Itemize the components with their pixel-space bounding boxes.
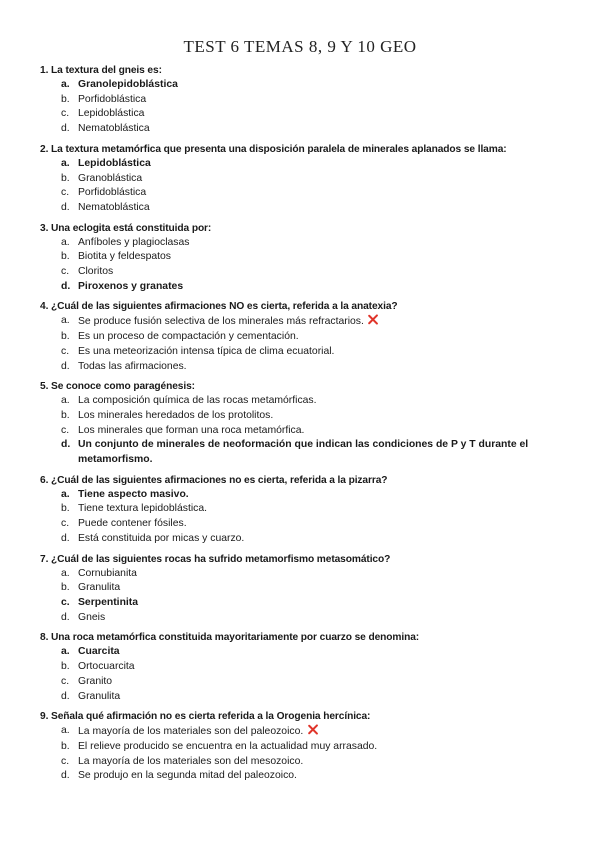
option-text-wrap xyxy=(78,265,560,280)
answer-option xyxy=(40,724,560,740)
option-text-wrap xyxy=(78,740,560,755)
answer-option xyxy=(40,660,560,675)
option-text: Los minerales heredados de los protolitos. xyxy=(78,409,274,421)
answer-option xyxy=(40,265,560,280)
answer-option xyxy=(40,488,560,503)
option-list xyxy=(40,314,560,374)
question-3 xyxy=(40,222,560,295)
question-text: 7. ¿Cuál de las siguientes rocas ha sufrido metamorfismo metasomático? xyxy=(40,553,391,565)
option-text-wrap xyxy=(78,236,560,251)
option-text: Biotita y feldespatos xyxy=(78,251,171,263)
option-text: Está constituida por micas y cuarzo. xyxy=(78,532,245,544)
document-title: TEST 6 TEMAS 8, 9 Y 10 GEO xyxy=(183,37,417,56)
option-letter: b. xyxy=(61,740,70,752)
option-text: Puede contener fósiles. xyxy=(78,518,187,530)
answer-option xyxy=(40,409,560,424)
answer-option xyxy=(40,345,560,360)
answer-option xyxy=(40,502,560,517)
option-letter: a. xyxy=(61,236,70,248)
question-6 xyxy=(40,474,560,547)
option-letter: b. xyxy=(61,93,70,105)
answer-option xyxy=(40,690,560,705)
question-text: 9. Señala qué afirmación no es cierta referida a la Orogenia hercínica: xyxy=(40,711,371,723)
option-text: Granulita xyxy=(78,582,121,594)
answer-option xyxy=(40,581,560,596)
option-text-wrap xyxy=(78,611,560,626)
option-list xyxy=(40,236,560,295)
option-list xyxy=(40,724,560,784)
option-text: Los minerales que forman una roca metamórfica. xyxy=(78,424,305,436)
option-text-wrap xyxy=(78,394,560,409)
option-list xyxy=(40,488,560,547)
option-text: Porfidoblástica xyxy=(78,93,147,105)
option-letter: c. xyxy=(61,108,70,120)
question-text: 3. Una eclogita está constituida por: xyxy=(40,222,212,234)
option-letter: a. xyxy=(61,395,70,407)
option-text-wrap xyxy=(78,78,560,93)
option-letter: a. xyxy=(61,488,70,500)
option-text-wrap xyxy=(78,201,560,216)
option-letter: c. xyxy=(61,266,70,278)
question-1 xyxy=(40,64,560,137)
option-letter: d. xyxy=(61,439,71,451)
option-text: Se produjo en la segunda mitad del paleozoico. xyxy=(78,770,297,782)
option-letter: a. xyxy=(61,646,70,658)
option-letter: b. xyxy=(61,661,70,673)
red-cross-icon xyxy=(307,724,318,735)
option-list xyxy=(40,567,560,626)
answer-option xyxy=(40,394,560,409)
option-text-wrap xyxy=(78,345,560,360)
option-letter: a. xyxy=(61,315,70,327)
option-letter: b. xyxy=(61,503,70,515)
answer-option xyxy=(40,596,560,611)
question-text: 1. La textura del gneis es: xyxy=(40,65,162,76)
option-text-wrap xyxy=(78,186,560,201)
option-text: Todas las afirmaciones. xyxy=(78,360,187,372)
answer-option xyxy=(40,755,560,770)
answer-option xyxy=(40,93,560,108)
answer-option xyxy=(40,250,560,265)
option-letter: d. xyxy=(61,770,70,782)
option-text-wrap xyxy=(78,769,560,784)
option-text-wrap xyxy=(78,438,560,467)
option-text-wrap xyxy=(78,502,560,517)
option-text-wrap xyxy=(78,581,560,596)
option-text: Granito xyxy=(78,675,113,687)
option-text: Gneis xyxy=(78,611,106,623)
option-letter: b. xyxy=(61,582,70,594)
answer-option xyxy=(40,360,560,375)
option-letter: c. xyxy=(61,424,70,436)
option-text-wrap xyxy=(78,724,560,740)
option-letter: c. xyxy=(61,345,70,357)
option-text: Cuarcita xyxy=(78,646,120,658)
answer-option xyxy=(40,236,560,251)
option-text-wrap xyxy=(78,596,560,611)
option-text-wrap xyxy=(78,157,560,172)
option-text: Cornubianita xyxy=(78,567,137,579)
question-text: 5. Se conoce como paragénesis: xyxy=(40,381,195,393)
answer-option xyxy=(40,186,560,201)
question-text: 6. ¿Cuál de las siguientes afirmaciones no es cierta, referida a la pizarra? xyxy=(40,474,388,486)
option-text: Un conjunto de minerales de neoformación que indican las condiciones de P y T durante el metamorfismo. xyxy=(78,439,529,466)
option-letter: b. xyxy=(61,172,70,184)
option-text-wrap xyxy=(78,675,560,690)
option-text-wrap xyxy=(78,424,560,439)
option-letter: c. xyxy=(61,755,70,767)
answer-option xyxy=(40,611,560,626)
answer-option xyxy=(40,107,560,122)
option-text-wrap xyxy=(78,660,560,675)
option-text: Se produce fusión selectiva de los minerales más refractarios. xyxy=(78,316,364,328)
option-text-wrap xyxy=(78,409,560,424)
option-text-wrap xyxy=(78,280,560,295)
option-letter: d. xyxy=(61,532,70,544)
answer-option xyxy=(40,78,560,93)
option-letter: a. xyxy=(61,567,70,579)
option-text: Porfidoblástica xyxy=(78,187,147,199)
answer-option xyxy=(40,438,560,467)
option-list xyxy=(40,394,560,468)
answer-option xyxy=(40,314,560,330)
option-text: Piroxenos y granates xyxy=(78,280,184,292)
option-text: Tiene textura lepidoblástica. xyxy=(78,503,207,515)
question-8 xyxy=(40,631,560,704)
option-text-wrap xyxy=(78,755,560,770)
option-text: La mayoría de los materiales son del paleozoico. xyxy=(78,726,304,738)
option-letter: b. xyxy=(61,409,70,421)
option-text: Es una meteorización intensa típica de clima ecuatorial. xyxy=(78,345,335,357)
option-text-wrap xyxy=(78,314,560,330)
option-letter: d. xyxy=(61,280,71,292)
option-letter: c. xyxy=(61,187,70,199)
option-text-wrap xyxy=(78,690,560,705)
option-text-wrap xyxy=(78,517,560,532)
question-5 xyxy=(40,380,560,468)
answer-option xyxy=(40,280,560,295)
option-list xyxy=(40,78,560,137)
option-text-wrap xyxy=(78,567,560,582)
question-text: 2. La textura metamórfica que presenta una disposición paralela de minerales aplanados se llama: xyxy=(40,143,507,155)
option-letter: a. xyxy=(61,725,70,737)
option-text: Ortocuarcita xyxy=(78,661,135,673)
option-text: Anfíboles y plagioclasas xyxy=(78,236,190,248)
option-letter: c. xyxy=(61,518,70,530)
option-letter: d. xyxy=(61,123,70,135)
option-text: Cloritos xyxy=(78,266,114,278)
option-letter: d. xyxy=(61,360,70,372)
answer-option xyxy=(40,424,560,439)
option-text-wrap xyxy=(78,122,560,137)
option-text: La composición química de las rocas metamórficas. xyxy=(78,395,317,407)
red-cross-icon xyxy=(368,314,379,325)
answer-option xyxy=(40,740,560,755)
option-text-wrap xyxy=(78,532,560,547)
question-2 xyxy=(40,143,560,216)
question-text: 4. ¿Cuál de las siguientes afirmaciones NO es cierta, referida a la anatexia? xyxy=(40,301,398,313)
option-text: Lepidoblástica xyxy=(78,157,151,169)
question-7 xyxy=(40,553,560,626)
option-text: Lepidoblástica xyxy=(78,108,145,120)
option-letter: d. xyxy=(61,201,70,213)
answer-option xyxy=(40,172,560,187)
option-letter: b. xyxy=(61,251,70,263)
option-text-wrap xyxy=(78,93,560,108)
option-letter: c. xyxy=(61,596,70,608)
option-text: Granolepidoblástica xyxy=(78,79,178,90)
answer-option xyxy=(40,517,560,532)
answer-option xyxy=(40,330,560,345)
option-text: La mayoría de los materiales son del mesozoico. xyxy=(78,755,304,767)
option-text: Granulita xyxy=(78,690,121,702)
option-letter: a. xyxy=(61,157,70,169)
question-text: 8. Una roca metamórfica constituida mayoritariamente por cuarzo se denomina: xyxy=(40,632,420,644)
answer-option xyxy=(40,201,560,216)
option-list xyxy=(40,157,560,216)
option-text-wrap xyxy=(78,645,560,660)
question-9 xyxy=(40,710,560,784)
option-text: Granoblástica xyxy=(78,172,143,184)
option-text: Nematoblástica xyxy=(78,201,150,213)
answer-option xyxy=(40,567,560,582)
answer-option xyxy=(40,675,560,690)
option-text-wrap xyxy=(78,330,560,345)
answer-option xyxy=(40,157,560,172)
question-list xyxy=(40,64,560,784)
answer-option xyxy=(40,122,560,137)
option-text: Es un proceso de compactación y cementación. xyxy=(78,331,299,343)
option-letter: b. xyxy=(61,331,70,343)
answer-option xyxy=(40,532,560,547)
option-text: El relieve producido se encuentra en la actualidad muy arrasado. xyxy=(78,740,378,752)
answer-option xyxy=(40,645,560,660)
option-text-wrap xyxy=(78,107,560,122)
option-text: Serpentinita xyxy=(78,596,139,608)
option-text: Nematoblástica xyxy=(78,123,150,135)
option-text: Tiene aspecto masivo. xyxy=(78,488,189,500)
option-letter: d. xyxy=(61,690,70,702)
option-letter: c. xyxy=(61,675,70,687)
option-letter: a. xyxy=(61,79,70,90)
option-text-wrap xyxy=(78,488,560,503)
option-letter: d. xyxy=(61,611,70,623)
option-text-wrap xyxy=(78,172,560,187)
option-text-wrap xyxy=(78,250,560,265)
option-list xyxy=(40,645,560,704)
question-4 xyxy=(40,300,560,374)
option-text-wrap xyxy=(78,360,560,375)
answer-option xyxy=(40,769,560,784)
